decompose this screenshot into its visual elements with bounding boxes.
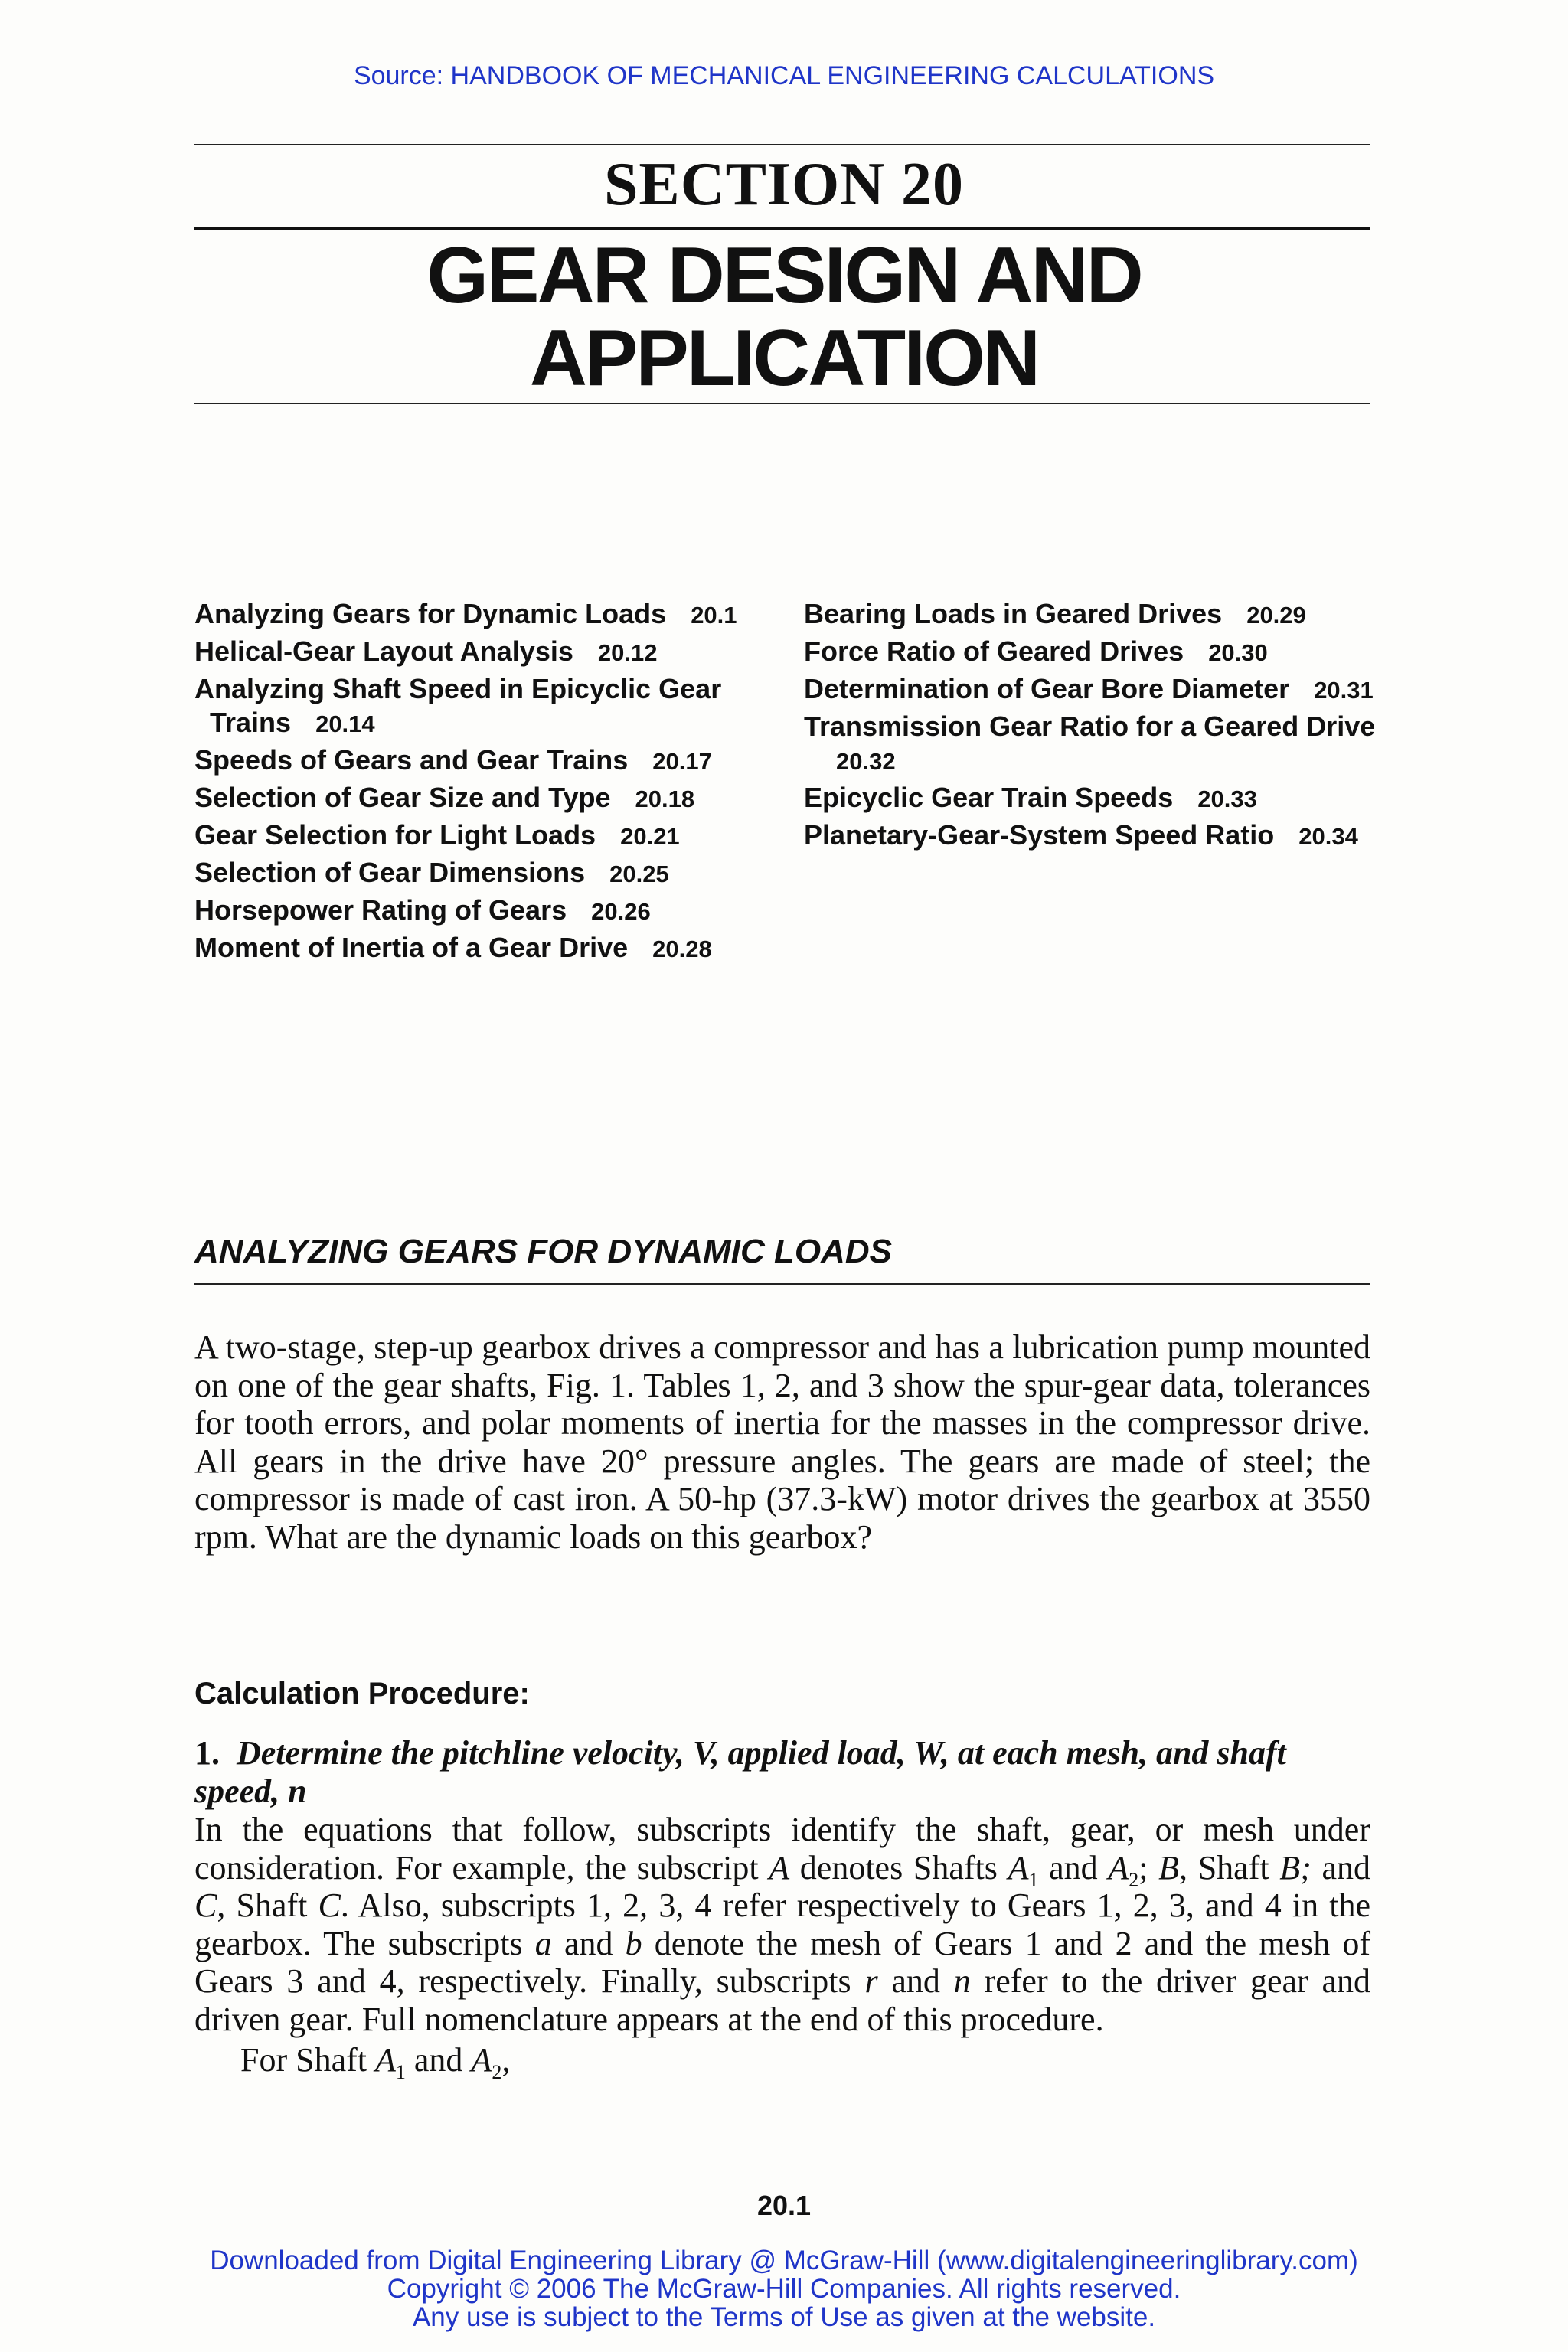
toc-page-number: 20.14 — [315, 710, 375, 737]
toc-item — [194, 635, 776, 670]
intro-paragraph: A two-stage, step-up gearbox drives a compressor and has a lubrication pump mounted on one of the gear shafts, Fig. 1. Tables 1, 2, and 3 show the spur-gear data, tolerances for tooth errors, and polar moments of inertia for the masses in the compressor drive. All gears in the drive have 20° pressure angles. The gears are made of steel; the compressor is made of cast iron. A 50-hp (37.3-kW) motor drives the gearbox at 3550 rpm. What are the dynamic loads on this gearbox? — [194, 1328, 1370, 1556]
toc-item — [194, 781, 776, 816]
toc-page-number: 20.33 — [1197, 786, 1257, 812]
toc-page-number: 20.34 — [1298, 823, 1358, 850]
section-heading: ANALYZING GEARS FOR DYNAMIC LOADS — [194, 1233, 892, 1270]
toc-title: Analyzing Shaft Speed in Epicyclic Gear Trains — [194, 673, 722, 738]
page-number: 20.1 — [756, 2190, 812, 2221]
toc-page-number: 20.30 — [1208, 639, 1268, 666]
toc-title: Selection of Gear Dimensions — [194, 857, 586, 888]
toc-right-column — [804, 597, 1386, 856]
calculation-procedure-heading: Calculation Procedure: — [194, 1677, 530, 1710]
step-title: Determine the pitchline velocity, V, applied load, W, at each mesh, and shaft speed, n — [194, 1734, 1286, 1810]
toc-title: Horsepower Rating of Gears — [194, 894, 567, 926]
toc-title: Speeds of Gears and Gear Trains — [194, 744, 629, 776]
toc-title: Gear Selection for Light Loads — [194, 819, 596, 851]
section-label: SECTION 20 — [603, 151, 965, 218]
toc-item — [804, 635, 1386, 670]
toc-item — [194, 856, 776, 891]
toc-item — [194, 893, 776, 929]
toc-item — [804, 672, 1386, 707]
toc-page-number: 20.12 — [597, 639, 658, 666]
toc-page-number: 20.25 — [609, 861, 669, 887]
toc-title: Epicyclic Gear Train Speeds — [804, 782, 1174, 813]
step-1-heading — [194, 1734, 1370, 1810]
toc-page-number: 20.31 — [1314, 677, 1374, 704]
shaft-line: For Shaft $A_1$ and $A_2$, — [240, 2041, 511, 2083]
toc-page-number: 20.28 — [652, 936, 712, 962]
toc-page-number: 20.21 — [620, 823, 680, 850]
toc-page-number: 20.32 — [836, 748, 896, 775]
toc-item — [194, 818, 776, 854]
toc-title: Helical-Gear Layout Analysis — [194, 635, 573, 667]
toc-item — [804, 781, 1386, 816]
toc-page-number: 20.17 — [652, 748, 712, 775]
toc-title: Force Ratio of Geared Drives — [804, 635, 1184, 667]
title-rule — [194, 403, 1370, 404]
toc-item — [194, 743, 776, 779]
top-rule — [194, 144, 1370, 145]
toc-page-number: 20.1 — [691, 602, 737, 629]
toc-left-column — [194, 597, 776, 969]
toc-item — [194, 597, 776, 632]
toc-page-number: 20.29 — [1246, 602, 1306, 629]
toc-item — [194, 931, 776, 966]
toc-item — [804, 597, 1386, 632]
toc-item — [804, 818, 1386, 854]
toc-title: Determination of Gear Bore Diameter — [804, 673, 1290, 704]
chapter-title-line1: GEAR DESIGN AND — [426, 231, 1142, 320]
heading-rule — [194, 1283, 1370, 1285]
step-1-paragraph: In the equations that follow, subscripts identify the shaft, gear, or mesh under consideration. For example, the subscript A denotes Shafts $A_1$ and $A_2$; B, Shaft B; and C, Shaft C. Also, subscripts 1, 2, 3, 4 refer respectively to Gears 1, 2, 3, and 4 in the gearbox. The subscripts a and b denote the mesh of Gears 1 and 2 and the mesh of Gears 3 and 4, respectively. Finally, subscripts r and n refer to the driver gear and driven gear. Full nomenclature appears at the end of this procedure. — [194, 1811, 1371, 2038]
toc-item — [194, 672, 776, 741]
footer-terms-line[interactable]: Any use is subject to the Terms of Use as given at the website. — [412, 2302, 1156, 2332]
section-rule — [194, 227, 1370, 230]
footer-download-line[interactable]: Downloaded from Digital Engineering Library @ McGraw-Hill (www.digitalengineeringlibrary.com) — [210, 2246, 1358, 2275]
step-number: 1. — [194, 1734, 220, 1772]
footer-copyright-line[interactable]: Copyright © 2006 The McGraw-Hill Companies. All rights reserved. — [387, 2274, 1181, 2304]
toc-title: Bearing Loads in Geared Drives — [804, 598, 1223, 629]
toc-item — [804, 710, 1386, 779]
toc-title: Moment of Inertia of a Gear Drive — [194, 932, 629, 963]
toc-title: Selection of Gear Size and Type — [194, 782, 611, 813]
chapter-title-line2: APPLICATION — [529, 314, 1039, 403]
toc-page-number: 20.26 — [591, 898, 651, 925]
toc-title: Transmission Gear Ratio for a Geared Drive — [804, 710, 1376, 742]
toc-title: Planetary-Gear-System Speed Ratio — [804, 819, 1275, 851]
toc-title: Analyzing Gears for Dynamic Loads — [194, 598, 667, 629]
source-line: Source: HANDBOOK OF MECHANICAL ENGINEERING CALCULATIONS — [353, 61, 1215, 90]
toc-page-number: 20.18 — [635, 786, 695, 812]
